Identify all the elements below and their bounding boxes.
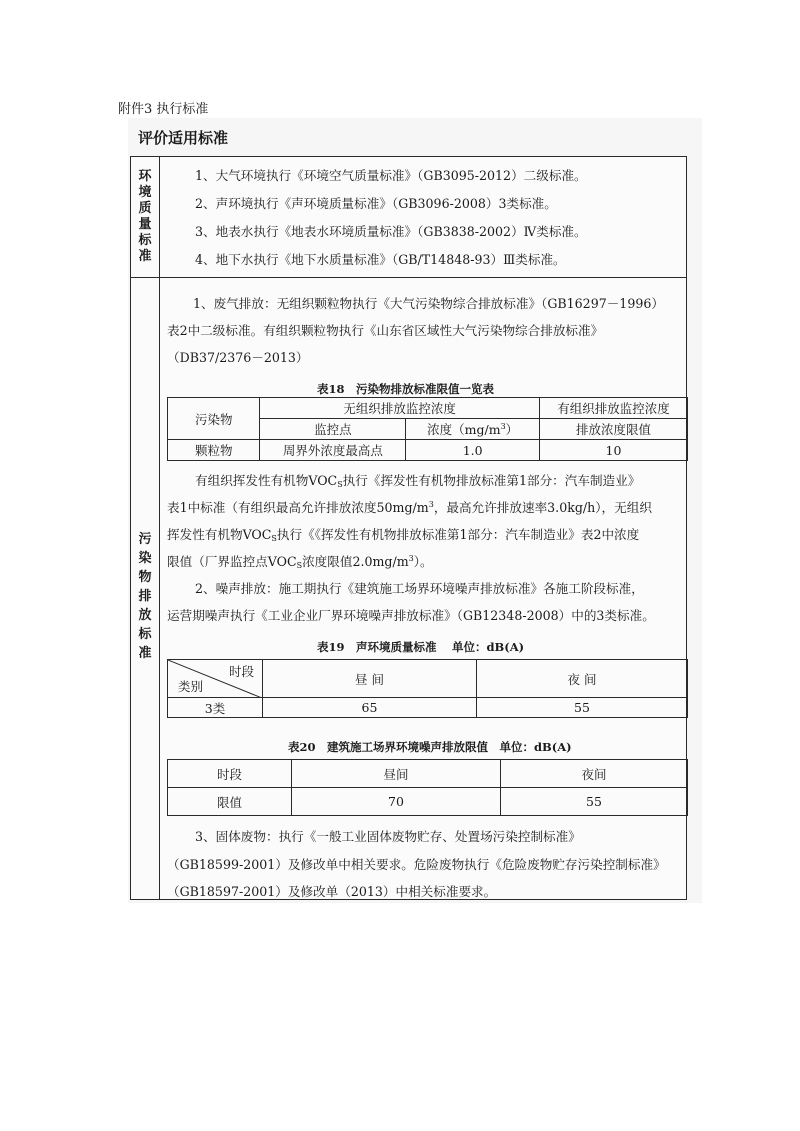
- table20-cell-night: 55: [501, 788, 688, 816]
- label-char: 准: [138, 646, 152, 661]
- label-char: 境: [138, 185, 152, 200]
- table20-caption: 表20 建筑施工场界环境噪声排放限值 单位：dB(A): [288, 740, 572, 754]
- table20-header-night: 夜间: [501, 760, 688, 788]
- table18-header-organized: 有组织排放监控浓度: [539, 398, 687, 419]
- table-row: [168, 440, 688, 461]
- env-item-surface: 3、地表水执行《地表水环境质量标准》（GB3838-2002）Ⅳ类标准。: [195, 224, 587, 239]
- table18-header-concentration: 浓度$(mg/m^3)$: [406, 419, 540, 440]
- label-char: 环: [138, 169, 152, 184]
- table-row: [168, 698, 688, 718]
- solid-line-2: （GB18599-2001）及修改单中相关要求。危险废物执行《危险废物贮存污染控制标准》: [167, 857, 666, 872]
- table20-header-day: 昼间: [292, 760, 501, 788]
- table18-caption: 表18 污染物排放标准限值一览表: [317, 382, 495, 396]
- table20-header-period: 时段: [168, 760, 292, 788]
- table19: [167, 659, 688, 718]
- table19-header-corner: [168, 660, 263, 698]
- label-char: 标: [138, 627, 152, 642]
- table19-caption: 表19 声环境质量标准 单位：dB(A): [317, 640, 525, 654]
- table19-cell-day: 65: [263, 698, 477, 718]
- label-char: 染: [138, 551, 152, 566]
- label-char: 排: [138, 589, 152, 604]
- section-title: 评价适用标准: [138, 129, 229, 147]
- label-char: 标: [138, 233, 152, 248]
- label-char: 量: [138, 217, 152, 232]
- env-quality-label: [131, 169, 159, 265]
- table19-header-category: 类别: [178, 679, 204, 694]
- table18-cell-pollutant: 颗粒物: [168, 440, 260, 461]
- table-row: [168, 788, 688, 816]
- solid-line-3: （GB18597-2001）及修改单（2013）中相关标准要求。: [167, 884, 497, 899]
- noise-line-2: 运营期噪声执行《工业企业厂界环境噪声排放标准》（GB12348-2008）中的3类标准。: [167, 608, 655, 623]
- env-item-noise: 2、声环境执行《声环境质量标准》（GB3096-2008）3类标准。: [195, 196, 557, 211]
- table19-cell-night: 55: [477, 698, 688, 718]
- table18-header-unorganized: 无组织排放监控浓度: [260, 398, 540, 419]
- voc-line-2: 表1中标准（有组织最高允许排放浓度$50mg/m^3$，最高允许排放速率3.0kg/h），无组织: [167, 500, 652, 515]
- row-divider: [131, 277, 686, 278]
- table18-header-point: 监控点: [260, 419, 406, 440]
- label-char: 放: [138, 608, 152, 623]
- pollutant-label: [131, 530, 159, 663]
- table18-header-limit: 排放浓度限值: [539, 419, 687, 440]
- table20-cell-label: 限值: [168, 788, 292, 816]
- exhaust-line-1: 1、废气排放：无组织颗粒物执行《大气污染物综合排放标准》（GB16297－1996）: [193, 296, 664, 311]
- noise-line-1: 2、噪声排放：施工期执行《建筑施工场界环境噪声排放标准》各施工阶段标准，: [195, 581, 644, 596]
- table18-cell-limit: 10: [539, 440, 687, 461]
- label-char: 准: [138, 249, 152, 264]
- label-char: 污: [138, 532, 152, 547]
- table19-header-day: 昼 间: [263, 660, 477, 698]
- table18-header-pollutant: 污染物: [168, 398, 260, 440]
- solid-line-1: 3、固体废物：执行《一般工业固体废物贮存、处置场污染控制标准》: [195, 829, 581, 844]
- voc-line-4: 限值（厂界监控点$VOC_S$浓度限值$2.0mg/m^3$）。: [167, 554, 433, 570]
- standards-table: [130, 156, 687, 900]
- env-item-ground: 4、地下水执行《地下水质量标准》（GB/T14848-93）Ⅲ类标准。: [195, 252, 566, 267]
- env-item-air: 1、大气环境执行《环境空气质量标准》（GB3095-2012）二级标准。: [195, 168, 587, 183]
- voc-line-3: 挥发性有机物$VOC_S$执行《《挥发性有机物排放标准第1部分：汽车制造业》表2中浓度: [167, 527, 640, 543]
- column-divider: [159, 157, 160, 899]
- table19-header-night: 夜 间: [477, 660, 688, 698]
- appendix-title: 附件3 执行标准: [118, 102, 209, 117]
- voc-line-1: 有组织挥发性有机物$VOC_S$执行《挥发性有机物排放标准第1部分：汽车制造业》: [195, 473, 641, 489]
- label-char: 质: [138, 201, 152, 216]
- table20: [167, 759, 688, 816]
- table19-header-period: 时段: [228, 664, 254, 679]
- table20-cell-day: 70: [292, 788, 501, 816]
- table18-cell-point: 周界外浓度最高点: [260, 440, 406, 461]
- table18: [167, 397, 688, 461]
- label-char: 物: [138, 570, 152, 585]
- exhaust-line-2: 表2中二级标准。有组织颗粒物执行《山东省区域性大气污染物综合排放标准》: [167, 323, 604, 338]
- exhaust-line-3: （DB37/2376－2013）: [167, 350, 309, 365]
- table19-cell-category: 3类: [168, 698, 263, 718]
- table18-cell-concentration: 1.0: [406, 440, 540, 461]
